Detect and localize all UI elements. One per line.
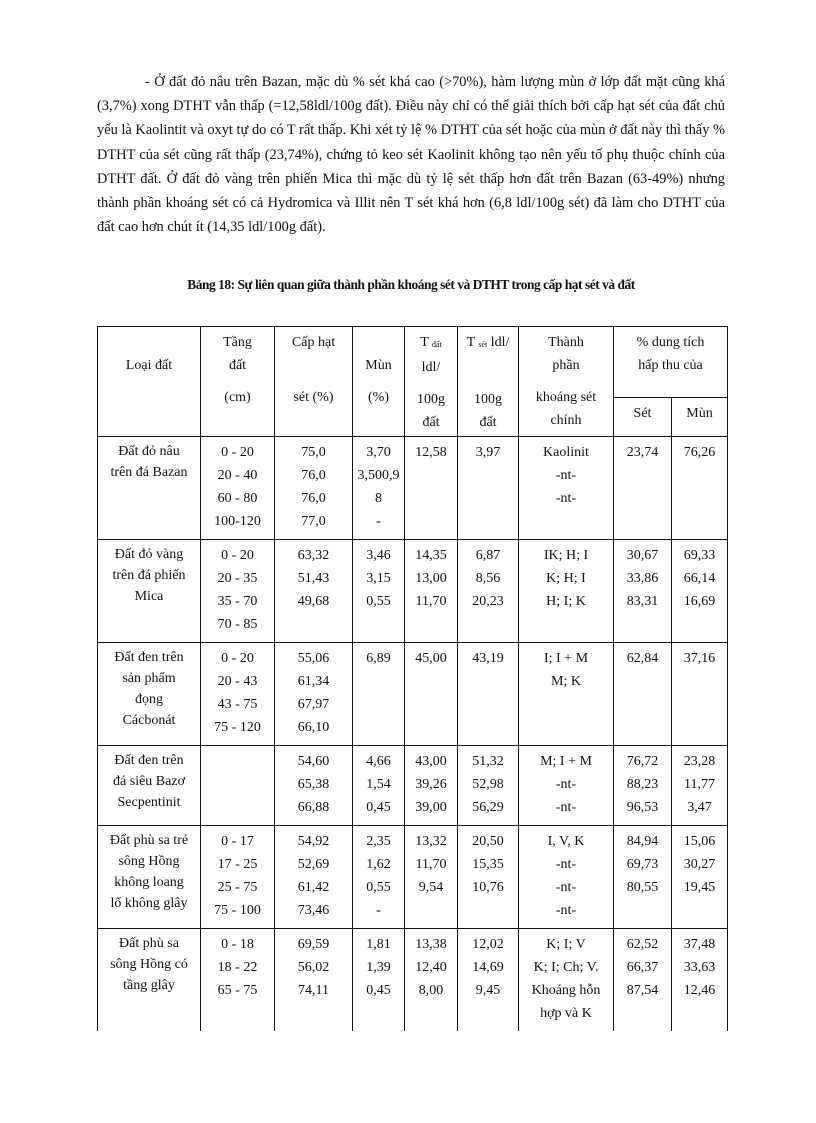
soil-type-line: Mica (134, 589, 164, 604)
clay-fraction-line: 77,0 (301, 514, 326, 529)
clay-minerals-line: Khoáng hỗn (531, 983, 601, 998)
humus-line: 8 (375, 491, 382, 506)
layer-depth-line: 0 - 18 (221, 937, 254, 952)
cell-clay-fraction (275, 746, 353, 826)
clay-minerals-line: hợp và K (540, 1006, 592, 1021)
pct-clay-line: 62,52 (626, 937, 659, 952)
clay-minerals-line: -nt- (555, 468, 577, 483)
layer-depth-line: 0 - 17 (221, 834, 254, 849)
pct-humus-line: 37,48 (683, 937, 716, 952)
t-clay-line: 51,32 (472, 754, 504, 769)
header-humus-pct: Mùn (672, 398, 728, 437)
t-soil-line: 39,00 (415, 800, 447, 815)
cell-pct-clay (614, 643, 672, 746)
humus-line: 0,45 (366, 800, 391, 815)
pct-humus-line: 23,28 (683, 754, 716, 769)
pct-humus-line: 15,06 (683, 834, 716, 849)
t-soil-line: 45,00 (415, 651, 447, 666)
cell-layer-depth (201, 540, 275, 643)
humus-line: 3,500,9 (357, 468, 400, 483)
t-clay-line: 43,19 (472, 651, 504, 666)
cell-layer-depth (201, 929, 275, 1032)
soil-type-line: Đất đỏ nâu (118, 444, 180, 459)
layer-depth-line: 43 - 75 (217, 697, 258, 712)
humus-line: 1,81 (366, 937, 391, 952)
clay-fraction-line: 56,02 (297, 960, 330, 975)
clay-fraction-line: 51,43 (297, 571, 330, 586)
table-body (98, 437, 728, 1032)
cell-layer-depth (201, 746, 275, 826)
t-clay-line: 12,02 (472, 937, 504, 952)
humus-line: 3,15 (366, 571, 391, 586)
t-clay-line: 8,56 (475, 571, 501, 586)
clay-minerals-line: -nt- (555, 777, 577, 792)
clay-minerals-line: I, V, K (547, 834, 585, 849)
cell-t-soil (405, 643, 458, 746)
t-soil-line: 13,32 (415, 834, 447, 849)
humus-line: 0,55 (366, 594, 391, 609)
cell-pct-humus (672, 540, 728, 643)
clay-minerals-line: M; I + M (540, 754, 592, 769)
t-soil-line: 43,00 (415, 754, 447, 769)
clay-minerals-line: K; I; V (546, 937, 586, 952)
clay-fraction-line: 76,0 (301, 468, 326, 483)
soil-type-line: Đất phù sa (119, 936, 179, 951)
cell-pct-clay (614, 826, 672, 929)
layer-depth-line: 0 - 20 (221, 651, 254, 666)
clay-minerals-line: M; K (551, 674, 581, 689)
table-row (98, 826, 728, 929)
clay-fraction-line: 75,0 (301, 445, 326, 460)
layer-depth-line: 75 - 120 (214, 720, 261, 735)
soil-type-line: Đất phù sa trẻ (109, 833, 189, 848)
cell-humus (353, 746, 405, 826)
header-clay-fraction: Cấp hạt sét (%) (275, 327, 353, 437)
cell-pct-clay (614, 540, 672, 643)
clay-fraction-line: 69,59 (297, 937, 330, 952)
cell-pct-humus (672, 746, 728, 826)
cell-humus (353, 826, 405, 929)
soil-type-line: Cácbonát (122, 713, 176, 728)
cell-clay-minerals (519, 437, 614, 540)
cell-t-soil (405, 437, 458, 540)
cell-pct-humus (672, 929, 728, 1032)
header-humus: Mùn (%) (353, 327, 405, 437)
header-soil-type: Loại đất (98, 327, 201, 437)
t-soil-line: 11,70 (415, 857, 447, 872)
pct-clay-line: 96,53 (626, 800, 659, 815)
cell-soil-type (98, 437, 201, 540)
header-t-soil: T đất ldl/ 100g đất (405, 327, 458, 437)
t-soil-line: 13,38 (415, 937, 447, 952)
cell-pct-humus (672, 826, 728, 929)
t-clay-line: 52,98 (472, 777, 504, 792)
table-row (98, 929, 728, 1032)
clay-fraction-line: 74,11 (298, 983, 329, 998)
layer-depth-line: 60 - 80 (217, 491, 258, 506)
soil-type-line: sản phẩm (122, 671, 176, 686)
header-row (98, 327, 728, 398)
humus-line: 0,45 (366, 983, 391, 998)
pct-humus-line: 3,47 (687, 800, 712, 815)
pct-clay-line: 76,72 (626, 754, 659, 769)
cell-humus (353, 643, 405, 746)
cell-soil-type (98, 643, 201, 746)
layer-depth-line: 20 - 35 (217, 571, 258, 586)
cell-humus (353, 540, 405, 643)
t-soil-line: 12,40 (415, 960, 447, 975)
layer-depth-line: 20 - 43 (217, 674, 258, 689)
pct-humus-line: 76,26 (683, 445, 716, 460)
layer-depth-line: 0 - 20 (221, 548, 254, 563)
table-row (98, 643, 728, 746)
clay-fraction-line: 73,46 (297, 903, 330, 918)
clay-fraction-line: 67,97 (297, 697, 330, 712)
t-clay-line: 9,45 (475, 983, 501, 998)
humus-line: 1,39 (366, 960, 391, 975)
t-clay-line: 14,69 (472, 960, 504, 975)
humus-line: 4,66 (366, 754, 391, 769)
t-clay-line: 20,23 (472, 594, 504, 609)
cell-humus (353, 929, 405, 1032)
cell-humus (353, 437, 405, 540)
header-t-clay: T sét ldl/ 100g đất (458, 327, 519, 437)
clay-fraction-line: 49,68 (297, 594, 330, 609)
cell-t-soil (405, 826, 458, 929)
clay-fraction-line: 66,88 (297, 800, 330, 815)
pct-humus-line: 66,14 (683, 571, 716, 586)
t-clay-line: 10,76 (472, 880, 504, 895)
clay-minerals-line: K; H; I (546, 571, 586, 586)
pct-humus-line: 33,63 (683, 960, 716, 975)
layer-depth-line: 35 - 70 (217, 594, 258, 609)
clay-minerals-line: -nt- (555, 903, 577, 918)
table-row (98, 437, 728, 540)
t-soil-line: 14,35 (415, 548, 447, 563)
humus-line: - (376, 903, 381, 918)
t-clay-line: 15,35 (472, 857, 504, 872)
soil-type-line: Đất đen trên (114, 753, 184, 768)
soil-type-line: lổ không glây (110, 896, 188, 911)
t-soil-line: 11,70 (415, 594, 447, 609)
paragraph-text: - Ở đất đỏ nâu trên Bazan, mặc dù % sét khá cao (>70%), hàm lượng mùn ở lớp đất mặt cũng khá (3,7%) xong DTHT vẫn thấp (=12,58ldl/100g đất). Điều này chỉ có thể giải thích bởi cấp hạt sét của đất chủ yếu là Kaolintit và oxyt tự do có T rất thấp. Khi xét tỷ lệ % DTHT của sét hoặc của mùn ở đất này thì thấy % DTHT của sét cũng rất thấp (23,74%), chứng tỏ keo sét Kaolinit không tạo nên yếu tố phụ thuộc chính của DTHT đất. Ở đất đỏ vàng trên phiến Mica thì mặc dù tỷ lệ sét thấp hơn đất trên Bazan (63-49%) nhưng thành phần khoáng sét có cả Hydromica và Illit nên T sét khá hơn (6,8 ldl/100g sét) đã làm cho DTHT của đất cao hơn chút ít (14,35 ldl/100g đất). (97, 74, 725, 236)
clay-mineral-table (97, 326, 728, 1031)
soil-type-line: trên đá Bazan (110, 465, 188, 480)
layer-depth-line: 65 - 75 (217, 983, 258, 998)
cell-layer-depth (201, 643, 275, 746)
pct-humus-line: 11,77 (684, 777, 715, 792)
cell-soil-type (98, 826, 201, 929)
clay-fraction-line: 66,10 (297, 720, 330, 735)
soil-type-line: không loang (114, 875, 184, 890)
pct-clay-line: 80,55 (626, 880, 659, 895)
cell-clay-minerals (519, 643, 614, 746)
layer-depth-line: 70 - 85 (217, 617, 258, 632)
pct-humus-line: 69,33 (683, 548, 716, 563)
t-soil-line: 39,26 (415, 777, 447, 792)
clay-minerals-line: -nt- (555, 491, 577, 506)
humus-line: 2,35 (366, 834, 391, 849)
clay-fraction-line: 54,60 (297, 754, 330, 769)
cell-t-clay (458, 540, 519, 643)
table-row (98, 746, 728, 826)
cell-pct-clay (614, 746, 672, 826)
clay-minerals-line: H; I; K (546, 594, 586, 609)
clay-minerals-line: -nt- (555, 880, 577, 895)
layer-depth-line: 25 - 75 (217, 880, 258, 895)
layer-depth-line: 20 - 40 (217, 468, 258, 483)
soil-type-line: sông Hồng (118, 854, 180, 869)
pct-clay-line: 69,73 (626, 857, 659, 872)
cell-layer-depth (201, 826, 275, 929)
pct-humus-line: 12,46 (683, 983, 716, 998)
t-soil-line: 13,00 (415, 571, 447, 586)
table-row (98, 540, 728, 643)
pct-clay-line: 33,86 (626, 571, 659, 586)
header-clay: Sét (614, 398, 672, 437)
header-layer: Tầng đất (cm) (201, 327, 275, 437)
cell-t-clay (458, 437, 519, 540)
soil-type-line: tầng glây (123, 978, 175, 993)
clay-fraction-line: 54,92 (297, 834, 330, 849)
layer-depth-line: 75 - 100 (214, 903, 261, 918)
clay-fraction-line: 61,42 (297, 880, 330, 895)
clay-minerals-line: I; I + M (543, 651, 589, 666)
cell-clay-fraction (275, 929, 353, 1032)
pct-clay-line: 66,37 (626, 960, 659, 975)
humus-line: 3,46 (366, 548, 391, 563)
cell-clay-minerals (519, 826, 614, 929)
pct-clay-line: 84,94 (626, 834, 659, 849)
pct-clay-line: 23,74 (626, 445, 659, 460)
clay-minerals-line: Kaolinit (543, 445, 589, 460)
t-clay-line: 20,50 (472, 834, 504, 849)
t-clay-line: 3,97 (475, 445, 501, 460)
clay-fraction-line: 55,06 (297, 651, 330, 666)
pct-humus-line: 19,45 (683, 880, 716, 895)
pct-clay-line: 88,23 (626, 777, 659, 792)
t-clay-line: 56,29 (472, 800, 504, 815)
clay-fraction-line: 61,34 (297, 674, 330, 689)
clay-fraction-line: 63,32 (297, 548, 330, 563)
cell-t-clay (458, 826, 519, 929)
cell-clay-minerals (519, 540, 614, 643)
humus-line: 6,89 (366, 651, 391, 666)
cell-clay-minerals (519, 746, 614, 826)
cell-soil-type (98, 540, 201, 643)
table-caption: Bảng 18: Sự liên quan giữa thành phần khoáng sét và DTHT trong cấp hạt sét và đất (187, 277, 635, 292)
cell-pct-humus (672, 643, 728, 746)
soil-type-line: sông Hồng có (110, 957, 188, 972)
cell-t-soil (405, 746, 458, 826)
soil-type-line: Đất đỏ vàng (114, 547, 184, 562)
cell-pct-clay (614, 929, 672, 1032)
body-paragraph (97, 70, 725, 239)
cell-clay-fraction (275, 540, 353, 643)
clay-fraction-line: 52,69 (297, 857, 330, 872)
cell-pct-humus (672, 437, 728, 540)
cell-t-clay (458, 746, 519, 826)
t-soil-line: 8,00 (418, 983, 444, 998)
cell-soil-type (98, 746, 201, 826)
layer-depth-line: 0 - 20 (221, 445, 254, 460)
layer-depth-line: 17 - 25 (217, 857, 258, 872)
clay-minerals-line: IK; H; I (543, 548, 589, 563)
header-clay-minerals: Thành phần khoáng sét chính (519, 327, 614, 437)
clay-minerals-line: -nt- (555, 800, 577, 815)
cell-t-soil (405, 540, 458, 643)
cell-t-clay (458, 929, 519, 1032)
cell-soil-type (98, 929, 201, 1032)
header-absorption-capacity: % dung tích hấp thu của (614, 327, 728, 398)
pct-clay-line: 62,84 (626, 651, 659, 666)
humus-line: 1,62 (366, 857, 391, 872)
layer-depth-line: 18 - 22 (217, 960, 258, 975)
clay-minerals-line: K; I; Ch; V. (533, 960, 599, 975)
humus-line: - (376, 514, 381, 529)
pct-humus-line: 30,27 (683, 857, 716, 872)
cell-clay-fraction (275, 643, 353, 746)
soil-type-line: trên đá phiến (112, 568, 186, 583)
t-soil-line: 9,54 (418, 880, 444, 895)
cell-clay-minerals (519, 929, 614, 1032)
clay-fraction-line: 76,0 (301, 491, 326, 506)
cell-t-soil (405, 929, 458, 1032)
t-soil-line: 12,58 (415, 445, 447, 460)
pct-humus-line: 16,69 (683, 594, 716, 609)
cell-clay-fraction (275, 437, 353, 540)
cell-t-clay (458, 643, 519, 746)
humus-line: 1,54 (366, 777, 391, 792)
pct-clay-line: 87,54 (626, 983, 659, 998)
pct-clay-line: 83,31 (626, 594, 659, 609)
cell-layer-depth (201, 437, 275, 540)
cell-clay-fraction (275, 826, 353, 929)
soil-type-line: Đất đen trên (114, 650, 184, 665)
clay-minerals-line: -nt- (555, 857, 577, 872)
pct-clay-line: 30,67 (626, 548, 659, 563)
pct-humus-line: 37,16 (683, 651, 716, 666)
clay-fraction-line: 65,38 (297, 777, 330, 792)
cell-pct-clay (614, 437, 672, 540)
humus-line: 3,70 (366, 445, 391, 460)
t-clay-line: 6,87 (475, 548, 501, 563)
humus-line: 0,55 (366, 880, 391, 895)
layer-depth-line: 100-120 (214, 514, 261, 529)
soil-type-line: Secpentinit (117, 795, 181, 810)
soil-type-line: đọng (135, 692, 163, 707)
soil-type-line: đá siêu Bazơ (113, 774, 185, 789)
